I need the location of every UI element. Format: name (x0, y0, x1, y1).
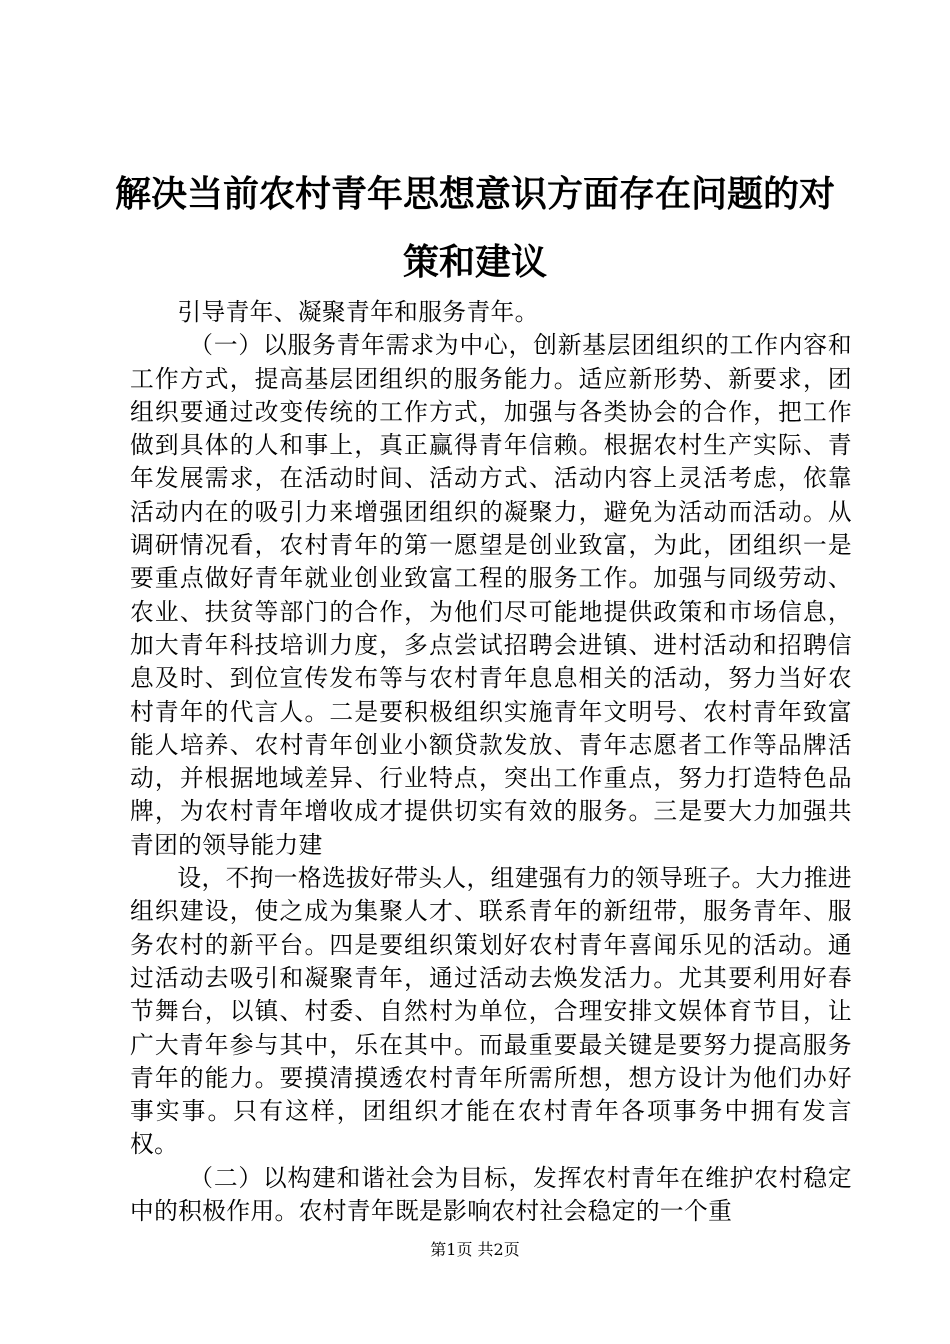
paragraph-section-1: （一）以服务青年需求为中心，创新基层团组织的工作内容和工作方式，提高基层团组织的服务能力。适应新形势、新要求，团组织要通过改变传统的工作方式，加强与各类协会的合作，把工作做到具体的人和事上，真正赢得青年信赖。根据农村生产实际、青年发展需求，在活动时间、活动方式、活动内容上灵活考虑，依靠活动内在的吸引力来增强团组织的凝聚力，避免为活动而活动。从调研情况看，农村青年的第一愿望是创业致富，为此，团组织一是要重点做好青年就业创业致富工程的服务工作。加强与同级劳动、农业、扶贫等部门的合作，为他们尽可能地提供政策和市场信息，加大青年科技培训力度，多点尝试招聘会进镇、进村活动和招聘信息及时、到位宣传发布等与农村青年息息相关的活动，努力当好农村青年的代言人。二是要积极组织实施青年文明号、农村青年致富能人培养、农村青年创业小额贷款发放、青年志愿者工作等品牌活动，并根据地域差异、行业特点，突出工作重点，努力打造特色品牌，为农村青年增收成才提供切实有效的服务。三是要大力加强共青团的领导能力建 (130, 331, 852, 859)
document-body (130, 296, 852, 1228)
paragraph-section-1-continued: 设，不拘一格选拔好带头人，组建强有力的领导班子。大力推进组织建设，使之成为集聚人才、联系青年的新纽带，服务青年、服务农村的新平台。四是要组织策划好农村青年喜闻乐见的活动。通过活动去吸引和凝聚青年，通过活动去焕发活力。尤其要利用好春节舞台，以镇、村委、自然村为单位，合理安排文娱体育节目，让广大青年参与其中，乐在其中。而最重要最关键是要努力提高服务青年的能力。要摸清摸透农村青年所需所想，想方设计为他们办好事实事。只有这样，团组织才能在农村青年各项事务中拥有发言权。 (130, 864, 852, 1159)
paragraph-intro: 引导青年、凝聚青年和服务青年。 (177, 298, 539, 326)
page-number-footer: 第1页 共2页 (430, 1240, 520, 1259)
paragraph-section-2: （二）以构建和谐社会为目标，发挥农村青年在维护农村稳定中的积极作用。农村青年既是影响农村社会稳定的一个重 (130, 1163, 852, 1226)
document-title: 解决当前农村青年思想意识方面存在问题的对策和建议 (114, 173, 835, 283)
